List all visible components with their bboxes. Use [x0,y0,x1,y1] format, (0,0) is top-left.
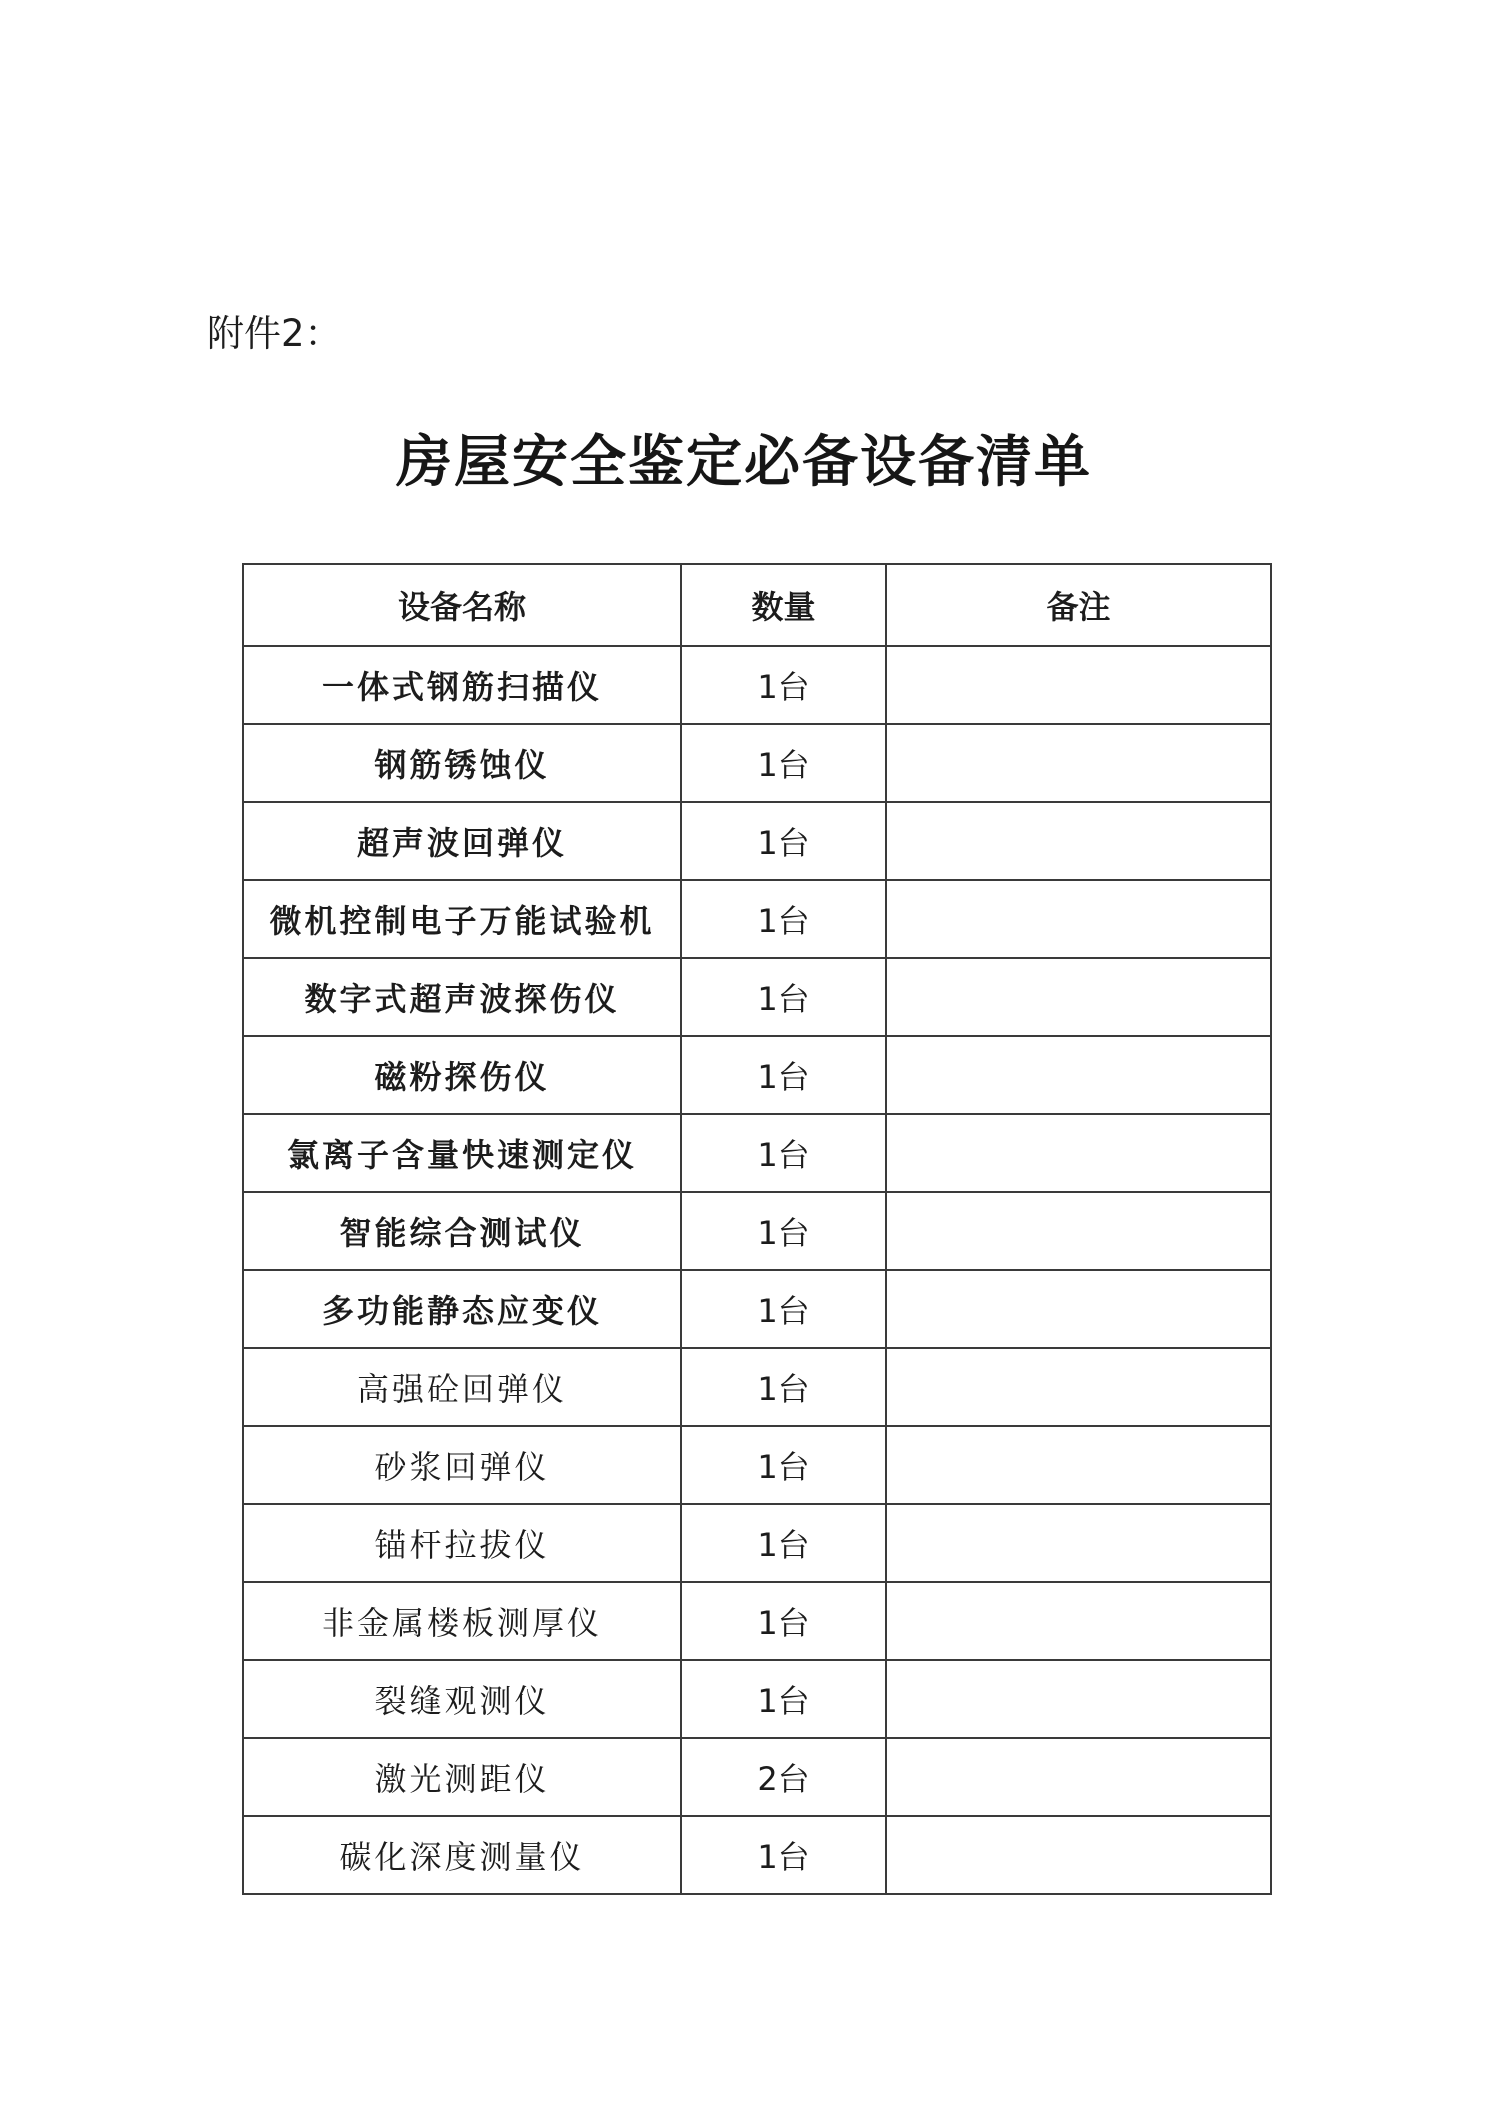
remark-cell [886,1660,1271,1738]
quantity-cell: 1台 [681,880,886,958]
table-row [243,724,1271,802]
remark-cell [886,1036,1271,1114]
table-header-row [243,564,1271,646]
quantity-cell: 1台 [681,1348,886,1426]
equipment-name-cell: 氯离子含量快速测定仪 [243,1114,681,1192]
header-quantity: 数量 [681,564,886,646]
quantity-cell: 1台 [681,724,886,802]
table-row [243,1738,1271,1816]
equipment-name-cell: 碳化深度测量仪 [243,1816,681,1894]
remark-cell [886,880,1271,958]
table-row [243,1816,1271,1894]
quantity-cell: 1台 [681,646,886,724]
equipment-name-cell: 非金属楼板测厚仪 [243,1582,681,1660]
table-row [243,1504,1271,1582]
quantity-cell: 1台 [681,1816,886,1894]
equipment-name-cell: 裂缝观测仪 [243,1660,681,1738]
header-equipment-name: 设备名称 [243,564,681,646]
remark-cell [886,958,1271,1036]
equipment-name-cell: 多功能静态应变仪 [243,1270,681,1348]
remark-cell [886,1348,1271,1426]
equipment-name-cell: 激光测距仪 [243,1738,681,1816]
table-body [243,646,1271,1894]
header-remark: 备注 [886,564,1271,646]
remark-cell [886,1192,1271,1270]
equipment-name-cell: 数字式超声波探伤仪 [243,958,681,1036]
table-row [243,646,1271,724]
table-row [243,958,1271,1036]
equipment-table [242,563,1272,1895]
equipment-name-cell: 砂浆回弹仪 [243,1426,681,1504]
remark-cell [886,1270,1271,1348]
equipment-name-cell: 磁粉探伤仪 [243,1036,681,1114]
document-title: 房屋安全鉴定必备设备清单 [396,430,1092,495]
quantity-cell: 1台 [681,802,886,880]
table-row [243,1192,1271,1270]
equipment-name-cell: 智能综合测试仪 [243,1192,681,1270]
remark-cell [886,646,1271,724]
quantity-cell: 1台 [681,1504,886,1582]
table-row [243,802,1271,880]
table-row [243,1426,1271,1504]
quantity-cell: 2台 [681,1738,886,1816]
attachment-label: 附件2： [207,312,342,355]
equipment-name-cell: 高强砼回弹仪 [243,1348,681,1426]
remark-cell [886,1582,1271,1660]
quantity-cell: 1台 [681,1192,886,1270]
table-row [243,1348,1271,1426]
remark-cell [886,724,1271,802]
remark-cell [886,1816,1271,1894]
remark-cell [886,1114,1271,1192]
equipment-name-cell: 钢筋锈蚀仪 [243,724,681,802]
quantity-cell: 1台 [681,1036,886,1114]
table-row [243,880,1271,958]
remark-cell [886,1738,1271,1816]
equipment-name-cell: 一体式钢筋扫描仪 [243,646,681,724]
remark-cell [886,1504,1271,1582]
remark-cell [886,1426,1271,1504]
table-row [243,1114,1271,1192]
equipment-name-cell: 锚杆拉拔仪 [243,1504,681,1582]
quantity-cell: 1台 [681,1582,886,1660]
table-row [243,1660,1271,1738]
quantity-cell: 1台 [681,1426,886,1504]
table-row [243,1582,1271,1660]
quantity-cell: 1台 [681,958,886,1036]
quantity-cell: 1台 [681,1270,886,1348]
equipment-name-cell: 超声波回弹仪 [243,802,681,880]
table-row [243,1036,1271,1114]
equipment-name-cell: 微机控制电子万能试验机 [243,880,681,958]
table-row [243,1270,1271,1348]
quantity-cell: 1台 [681,1660,886,1738]
quantity-cell: 1台 [681,1114,886,1192]
remark-cell [886,802,1271,880]
